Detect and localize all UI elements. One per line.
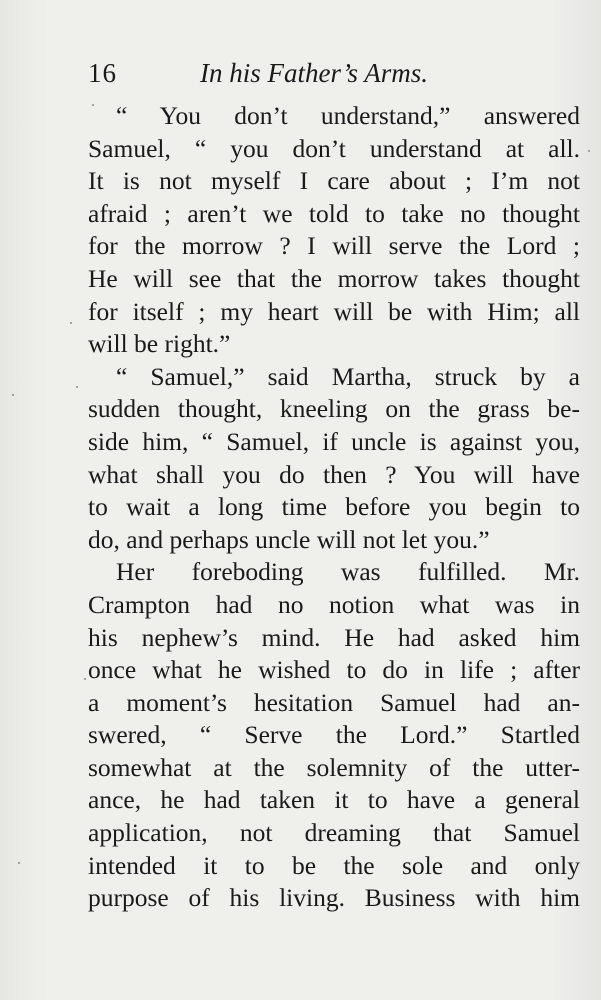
text-line: “ Samuel,” said Martha, struck by a — [116, 361, 580, 391]
text-line: application, not dreaming that Samuel — [88, 818, 580, 848]
text-line: somewhat at the solemnity of the utter- — [88, 752, 580, 782]
text-line: Crampton had no notion what was in — [88, 589, 580, 619]
text-line: He will see that the morrow takes thought — [88, 263, 580, 293]
text-line: Samuel, “ you don’t understand at all. — [88, 133, 580, 163]
text-line: side him, “ Samuel, if uncle is against you, — [88, 426, 580, 456]
text-line: ance, he had taken it to have a general — [88, 785, 580, 815]
text-line: a moment’s hesitation Samuel had an- — [88, 687, 580, 717]
text-line: intended it to be the sole and only — [88, 850, 580, 880]
text-line: to wait a long time before you begin to — [88, 492, 580, 522]
paper-speck — [76, 386, 78, 388]
paper-speck — [84, 678, 86, 680]
paper-speck — [70, 322, 72, 324]
text-line: will be right.” — [88, 329, 231, 359]
text-line: do, and perhaps uncle will not let you.” — [88, 524, 490, 554]
page-number: 16 — [88, 58, 117, 88]
paper-speck — [588, 150, 590, 152]
text-line: “ You don’t understand,” answered — [116, 101, 580, 130]
paper-speck — [92, 104, 94, 106]
running-title: In his Father’s Arms. — [200, 58, 429, 88]
text-line: his nephew’s mind. He had asked him — [88, 622, 580, 652]
paper-speck — [18, 862, 20, 864]
body-text — [88, 100, 580, 915]
text-line: afraid ; aren’t we told to take no thought — [88, 198, 580, 228]
text-line: It is not myself I care about ; I’m not — [88, 166, 580, 196]
text-line: for the morrow ? I will serve the Lord ; — [88, 231, 580, 261]
page-header — [88, 58, 578, 92]
text-line: for itself ; my heart will be with Him; all — [88, 296, 580, 326]
text-line: once what he wished to do in life ; after — [88, 655, 580, 685]
text-line: what shall you do then ? You will have — [88, 459, 580, 489]
text-line: purpose of his living. Business with him — [88, 883, 580, 913]
paper-speck — [12, 394, 14, 396]
text-line: swered, “ Serve the Lord.” Startled — [88, 720, 580, 750]
text-line: Her foreboding was fulfilled. Mr. — [116, 557, 580, 587]
text-line: sudden thought, kneeling on the grass be- — [88, 394, 580, 424]
